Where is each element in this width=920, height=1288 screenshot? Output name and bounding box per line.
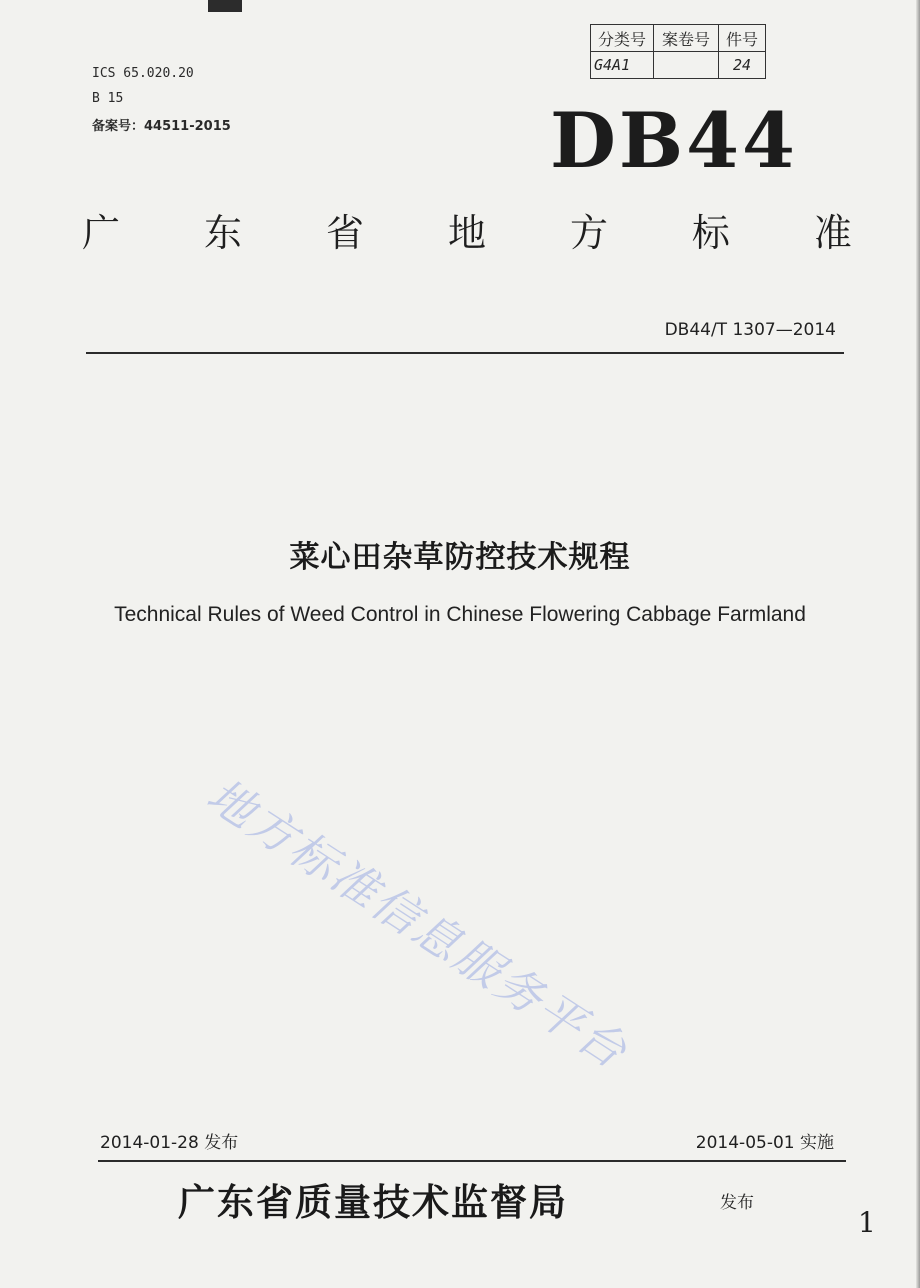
implementation-date: 2014-05-01 实施 — [695, 1133, 834, 1153]
standard-type-heading — [82, 202, 852, 257]
page-number: 1 — [858, 1206, 876, 1239]
scan-corner-mark — [208, 0, 242, 12]
title-english: Technical Rules of Weed Control in Chinese Flowering Cabbage Farmland — [114, 603, 806, 626]
stamp-header-category: 分类号 — [591, 25, 654, 52]
issuer-suffix: 发布 — [720, 1193, 754, 1213]
stamp-header-item: 件号 — [719, 25, 766, 52]
footer-divider — [98, 1160, 846, 1162]
stamp-value-category: G4A1 — [591, 52, 654, 79]
standard-type-char: 东 — [203, 211, 242, 255]
classification-stamp — [590, 24, 766, 79]
standard-type-char: 省 — [325, 211, 364, 255]
stamp-value-file — [654, 52, 719, 79]
standard-type-char: 地 — [447, 211, 486, 255]
ccs-code: B 15 — [92, 91, 124, 106]
db-code-logo: DB44 — [550, 96, 798, 185]
stamp-header-file: 案卷号 — [654, 25, 719, 52]
title-chinese: 菜心田杂草防控技术规程 — [289, 540, 631, 575]
standard-type-char: 方 — [569, 211, 608, 255]
standard-type-char: 标 — [691, 211, 730, 255]
header-divider — [86, 352, 844, 354]
issuing-authority: 广东省质量技术监督局 — [178, 1180, 568, 1224]
watermark-text: 地方标准信息服务平台 — [197, 767, 639, 1080]
scan-edge-shadow — [916, 0, 920, 1288]
record-number: 备案号：44511-2015 — [92, 119, 231, 134]
standard-number: DB44/T 1307—2014 — [664, 320, 836, 340]
issue-date: 2014-01-28 发布 — [100, 1133, 239, 1153]
stamp-value-item: 24 — [719, 52, 766, 79]
standard-type-char: 广 — [82, 211, 121, 255]
ics-code: ICS 65.020.20 — [92, 66, 194, 81]
standard-type-char: 准 — [813, 211, 852, 255]
